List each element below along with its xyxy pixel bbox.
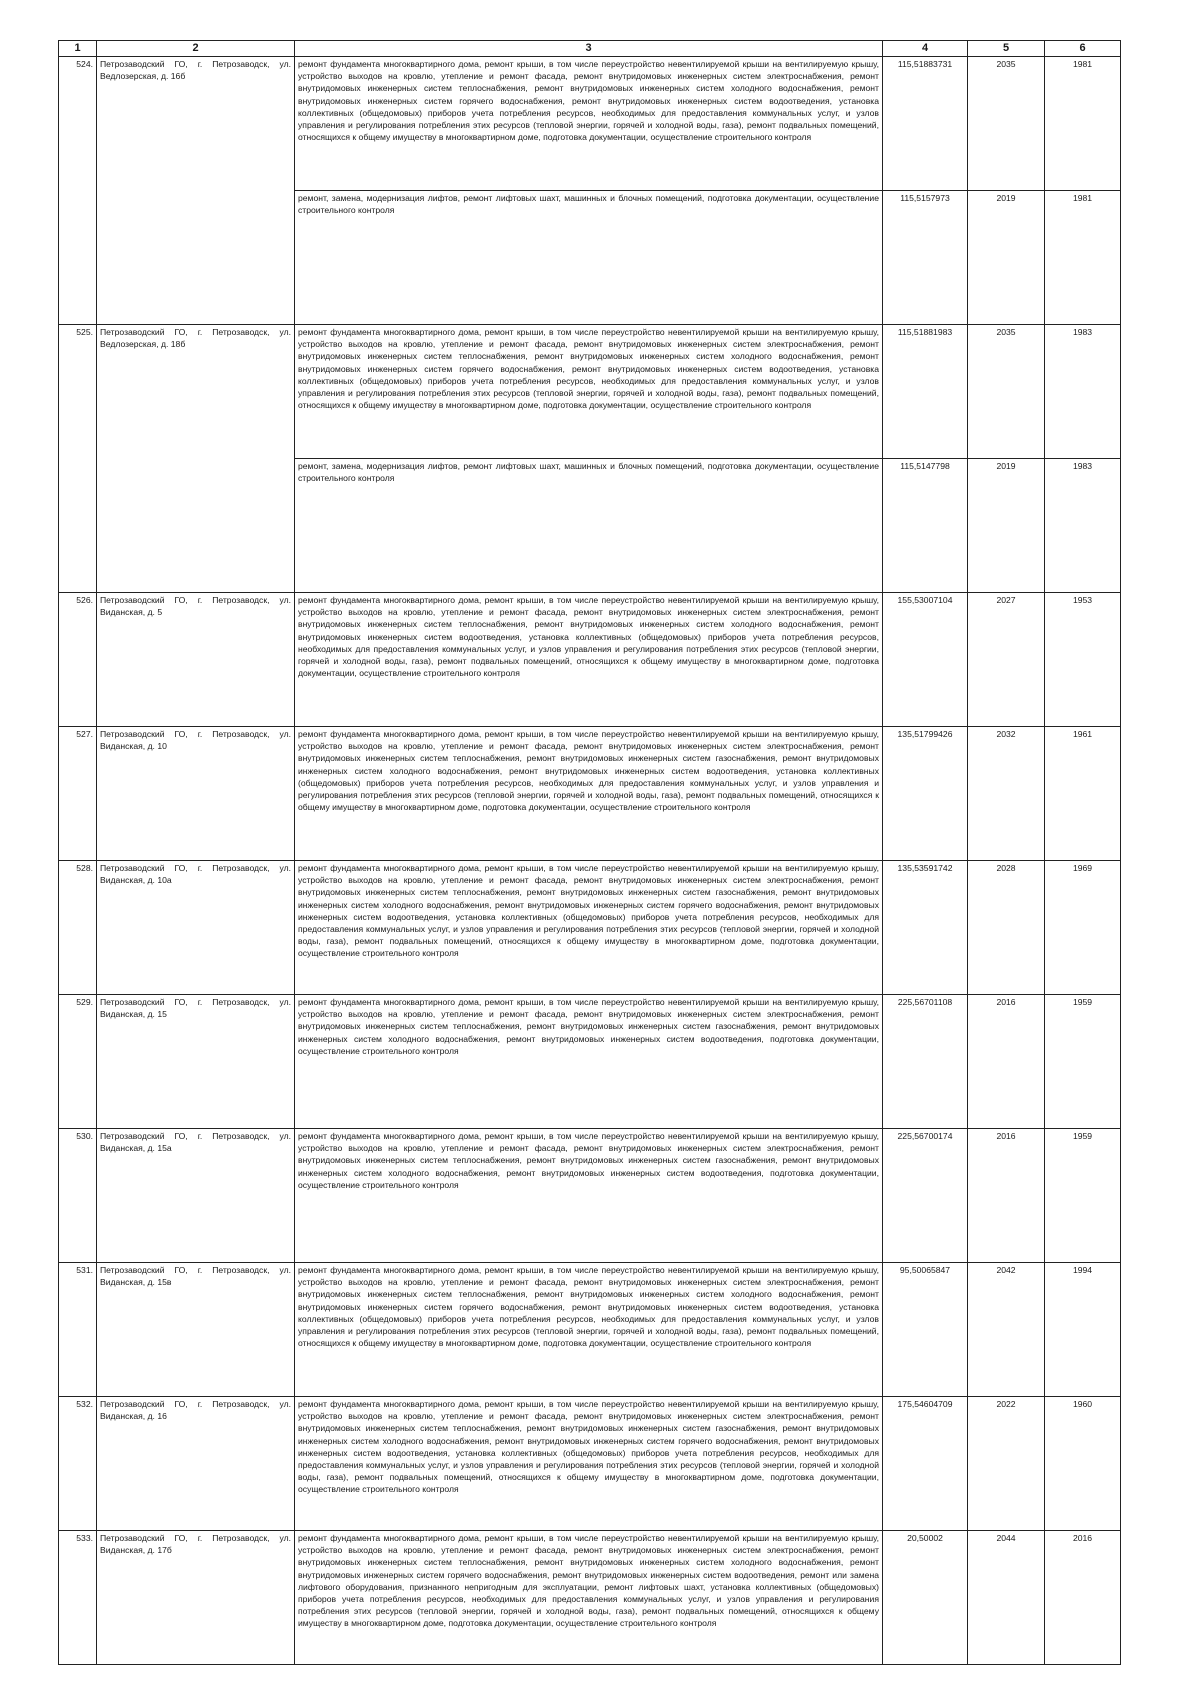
work-description-cell: ремонт фундамента многоквартирного дома, ремонт крыши, в том числе переустройство невентилируемой крыши на вентилируемую крышу, устройство выходов на кровлю, утепление и ремонт фасада, ремонт внутридомовых инженерных систем электроснабжения, ремонт внутридомовых инженерных систем теплоснабжения, ремонт внутридомовых инженерных систем холодного водоснабжения, ремонт внутридомовых инженерных систем горячего водоснабжения, ремонт внутридомовых инженерных систем водоотведения, установка коллективных (общедомовых) приборов учета потребления ресурсов, необходимых для предоставления коммунальных услуг, и узлов управления и регулирования потребления этих ресурсов (тепловой энергии, горячей и холодной воды, газа), ремонт подвальных помещений, относящихся к общему имуществу в многоквартирном доме, подготовка документации, осуществление строительного контроля <box>295 1263 883 1397</box>
address-cell: Петрозаводский ГО, г. Петрозаводск, ул. Виданская, д. 10 <box>97 727 295 861</box>
build-year-cell: 2016 <box>1045 1531 1121 1665</box>
work-description-cell: ремонт фундамента многоквартирного дома, ремонт крыши, в том числе переустройство невентилируемой крыши на вентилируемую крышу, устройство выходов на кровлю, утепление и ремонт фасада, ремонт внутридомовых инженерных систем электроснабжения, ремонт внутридомовых инженерных систем теплоснабжения, ремонт внутридомовых инженерных систем холодного водоснабжения, ремонт внутридомовых инженерных систем горячего водоснабжения, ремонт внутридомовых инженерных систем водоотведения, ремонт или замена лифтового оборудования, признанного непригодным для эксплуатации, ремонт лифтовых шахт, установка коллективных (общедомовых) приборов учета потребления ресурсов, необходимых для предоставления коммунальных услуг, и узлов управления и регулирования потребления этих ресурсов (тепловой энергии, горячей и холодной воды, газа), ремонт подвальных помещений, относящихся к общему имуществу в многоквартирном доме, подготовка документации, осуществление строительного контроля <box>295 1531 883 1665</box>
build-year-cell: 1994 <box>1045 1263 1121 1397</box>
row-number: 528. <box>59 861 97 995</box>
table-row <box>59 1397 1121 1531</box>
cost-value-cell: 115,51881983 <box>883 325 968 459</box>
address-cell: Петрозаводский ГО, г. Петрозаводск, ул. Виданская, д. 15в <box>97 1263 295 1397</box>
work-description-cell: ремонт, замена, модернизация лифтов, ремонт лифтовых шахт, машинных и блочных помещений, подготовка документации, осуществление строительного контроля <box>295 191 883 325</box>
build-year-cell: 1961 <box>1045 727 1121 861</box>
table-row <box>59 57 1121 191</box>
cost-value-cell: 20,50002 <box>883 1531 968 1665</box>
cost-value-cell: 115,5147798 <box>883 459 968 593</box>
column-header-5: 5 <box>968 41 1045 57</box>
work-description-cell: ремонт, замена, модернизация лифтов, ремонт лифтовых шахт, машинных и блочных помещений, подготовка документации, осуществление строительного контроля <box>295 459 883 593</box>
planned-year-cell: 2028 <box>968 861 1045 995</box>
row-number: 524. <box>59 57 97 325</box>
planned-year-cell: 2027 <box>968 593 1045 727</box>
table-row <box>59 1263 1121 1397</box>
work-description-cell: ремонт фундамента многоквартирного дома, ремонт крыши, в том числе переустройство невентилируемой крыши на вентилируемую крышу, устройство выходов на кровлю, утепление и ремонт фасада, ремонт внутридомовых инженерных систем электроснабжения, ремонт внутридомовых инженерных систем теплоснабжения, ремонт внутридомовых инженерных систем газоснабжения, ремонт внутридомовых инженерных систем холодного водоснабжения, ремонт внутридомовых инженерных систем горячего водоснабжения, ремонт внутридомовых инженерных систем водоотведения, установка коллективных (общедомовых) приборов учета потребления ресурсов, необходимых для предоставления коммунальных услуг, и узлов управления и регулирования потребления этих ресурсов (тепловой энергии, горячей и холодной воды, газа), ремонт подвальных помещений, относящихся к общему имуществу в многоквартирном доме, подготовка документации, осуществление строительного контроля <box>295 861 883 995</box>
work-description-cell: ремонт фундамента многоквартирного дома, ремонт крыши, в том числе переустройство невентилируемой крыши на вентилируемую крышу, устройство выходов на кровлю, утепление и ремонт фасада, ремонт внутридомовых инженерных систем электроснабжения, ремонт внутридомовых инженерных систем теплоснабжения, ремонт внутридомовых инженерных систем газоснабжения, ремонт внутридомовых инженерных систем холодного водоснабжения, ремонт внутридомовых инженерных систем водоотведения, подготовка документации, осуществление строительного контроля <box>295 995 883 1129</box>
address-cell: Петрозаводский ГО, г. Петрозаводск, ул. Виданская, д. 17б <box>97 1531 295 1665</box>
address-cell: Петрозаводский ГО, г. Петрозаводск, ул. Виданская, д. 15 <box>97 995 295 1129</box>
address-cell: Петрозаводский ГО, г. Петрозаводск, ул. Ведлозерская, д. 16б <box>97 57 295 325</box>
address-cell: Петрозаводский ГО, г. Петрозаводск, ул. Виданская, д. 10а <box>97 861 295 995</box>
cost-value-cell: 115,51883731 <box>883 57 968 191</box>
table-body <box>59 57 1121 1665</box>
row-number: 532. <box>59 1397 97 1531</box>
address-cell: Петрозаводский ГО, г. Петрозаводск, ул. Виданская, д. 5 <box>97 593 295 727</box>
cost-value-cell: 135,51799426 <box>883 727 968 861</box>
row-number: 526. <box>59 593 97 727</box>
cost-value-cell: 225,56701108 <box>883 995 968 1129</box>
table-row <box>59 995 1121 1129</box>
row-number: 531. <box>59 1263 97 1397</box>
table-row <box>59 1531 1121 1665</box>
column-header-6: 6 <box>1045 41 1121 57</box>
row-number: 530. <box>59 1129 97 1263</box>
build-year-cell: 1969 <box>1045 861 1121 995</box>
row-number: 533. <box>59 1531 97 1665</box>
row-number: 527. <box>59 727 97 861</box>
build-year-cell: 1983 <box>1045 459 1121 593</box>
column-header-4: 4 <box>883 41 968 57</box>
planned-year-cell: 2035 <box>968 325 1045 459</box>
table-row <box>59 593 1121 727</box>
header-row <box>59 41 1121 57</box>
column-header-3: 3 <box>295 41 883 57</box>
table-row <box>59 861 1121 995</box>
planned-year-cell: 2035 <box>968 57 1045 191</box>
address-cell: Петрозаводский ГО, г. Петрозаводск, ул. Виданская, д. 16 <box>97 1397 295 1531</box>
work-description-cell: ремонт фундамента многоквартирного дома, ремонт крыши, в том числе переустройство невентилируемой крыши на вентилируемую крышу, устройство выходов на кровлю, утепление и ремонт фасада, ремонт внутридомовых инженерных систем электроснабжения, ремонт внутридомовых инженерных систем теплоснабжения, ремонт внутридомовых инженерных систем холодного водоснабжения, ремонт внутридомовых инженерных систем водоотведения, установка коллективных (общедомовых) приборов учета потребления ресурсов, необходимых для предоставления коммунальных услуг, и узлов управления и регулирования потребления этих ресурсов (тепловой энергии, горячей и холодной воды, газа), ремонт подвальных помещений, относящихся к общему имуществу в многоквартирном доме, подготовка документации, осуществление строительного контроля <box>295 593 883 727</box>
planned-year-cell: 2016 <box>968 1129 1045 1263</box>
planned-year-cell: 2016 <box>968 995 1045 1129</box>
column-header-1: 1 <box>59 41 97 57</box>
capital-repair-table <box>58 40 1121 1665</box>
build-year-cell: 1959 <box>1045 995 1121 1129</box>
build-year-cell: 1981 <box>1045 191 1121 325</box>
planned-year-cell: 2032 <box>968 727 1045 861</box>
address-cell: Петрозаводский ГО, г. Петрозаводск, ул. Ведлозерская, д. 18б <box>97 325 295 593</box>
table-row <box>59 325 1121 459</box>
planned-year-cell: 2022 <box>968 1397 1045 1531</box>
table-row <box>59 1129 1121 1263</box>
build-year-cell: 1960 <box>1045 1397 1121 1531</box>
cost-value-cell: 95,50065847 <box>883 1263 968 1397</box>
work-description-cell: ремонт фундамента многоквартирного дома, ремонт крыши, в том числе переустройство невентилируемой крыши на вентилируемую крышу, устройство выходов на кровлю, утепление и ремонт фасада, ремонт внутридомовых инженерных систем электроснабжения, ремонт внутридомовых инженерных систем теплоснабжения, ремонт внутридомовых инженерных систем газоснабжения, ремонт внутридомовых инженерных систем холодного водоснабжения, ремонт внутридомовых инженерных систем горячего водоснабжения, ремонт внутридомовых инженерных систем водоотведения, установка коллективных (общедомовых) приборов учета потребления ресурсов, необходимых для предоставления коммунальных услуг, и узлов управления и регулирования потребления этих ресурсов (тепловой энергии, горячей и холодной воды, газа), ремонт подвальных помещений, относящихся к общему имуществу в многоквартирном доме, подготовка документации, осуществление строительного контроля <box>295 1397 883 1531</box>
planned-year-cell: 2019 <box>968 191 1045 325</box>
build-year-cell: 1959 <box>1045 1129 1121 1263</box>
row-number: 525. <box>59 325 97 593</box>
cost-value-cell: 175,54604709 <box>883 1397 968 1531</box>
work-description-cell: ремонт фундамента многоквартирного дома, ремонт крыши, в том числе переустройство невентилируемой крыши на вентилируемую крышу, устройство выходов на кровлю, утепление и ремонт фасада, ремонт внутридомовых инженерных систем электроснабжения, ремонт внутридомовых инженерных систем теплоснабжения, ремонт внутридомовых инженерных систем холодного водоснабжения, ремонт внутридомовых инженерных систем горячего водоснабжения, ремонт внутридомовых инженерных систем водоотведения, установка коллективных (общедомовых) приборов учета потребления ресурсов, необходимых для предоставления коммунальных услуг, и узлов управления и регулирования потребления этих ресурсов (тепловой энергии, горячей и холодной воды, газа), ремонт подвальных помещений, относящихся к общему имуществу в многоквартирном доме, подготовка документации, осуществление строительного контроля <box>295 57 883 191</box>
build-year-cell: 1953 <box>1045 593 1121 727</box>
build-year-cell: 1983 <box>1045 325 1121 459</box>
address-cell: Петрозаводский ГО, г. Петрозаводск, ул. Виданская, д. 15а <box>97 1129 295 1263</box>
cost-value-cell: 155,53007104 <box>883 593 968 727</box>
work-description-cell: ремонт фундамента многоквартирного дома, ремонт крыши, в том числе переустройство невентилируемой крыши на вентилируемую крышу, устройство выходов на кровлю, утепление и ремонт фасада, ремонт внутридомовых инженерных систем электроснабжения, ремонт внутридомовых инженерных систем теплоснабжения, ремонт внутридомовых инженерных систем газоснабжения, ремонт внутридомовых инженерных систем холодного водоснабжения, ремонт внутридомовых инженерных систем водоотведения, подготовка документации, осуществление строительного контроля <box>295 1129 883 1263</box>
cost-value-cell: 115,5157973 <box>883 191 968 325</box>
planned-year-cell: 2042 <box>968 1263 1045 1397</box>
work-description-cell: ремонт фундамента многоквартирного дома, ремонт крыши, в том числе переустройство невентилируемой крыши на вентилируемую крышу, устройство выходов на кровлю, утепление и ремонт фасада, ремонт внутридомовых инженерных систем электроснабжения, ремонт внутридомовых инженерных систем теплоснабжения, ремонт внутридомовых инженерных систем газоснабжения, ремонт внутридомовых инженерных систем холодного водоснабжения, ремонт внутридомовых инженерных систем водоотведения, установка коллективных (общедомовых) приборов учета потребления ресурсов, необходимых для предоставления коммунальных услуг, и узлов управления и регулирования потребления этих ресурсов (тепловой энергии, горячей и холодной воды, газа), ремонт подвальных помещений, относящихся к общему имуществу в многоквартирном доме, подготовка документации, осуществление строительного контроля <box>295 727 883 861</box>
planned-year-cell: 2019 <box>968 459 1045 593</box>
build-year-cell: 1981 <box>1045 57 1121 191</box>
work-description-cell: ремонт фундамента многоквартирного дома, ремонт крыши, в том числе переустройство невентилируемой крыши на вентилируемую крышу, устройство выходов на кровлю, утепление и ремонт фасада, ремонт внутридомовых инженерных систем электроснабжения, ремонт внутридомовых инженерных систем теплоснабжения, ремонт внутридомовых инженерных систем холодного водоснабжения, ремонт внутридомовых инженерных систем горячего водоснабжения, ремонт внутридомовых инженерных систем водоотведения, установка коллективных (общедомовых) приборов учета потребления ресурсов, необходимых для предоставления коммунальных услуг, и узлов управления и регулирования потребления этих ресурсов (тепловой энергии, горячей и холодной воды, газа), ремонт подвальных помещений, относящихся к общему имуществу в многоквартирном доме, подготовка документации, осуществление строительного контроля <box>295 325 883 459</box>
row-number: 529. <box>59 995 97 1129</box>
column-header-2: 2 <box>97 41 295 57</box>
planned-year-cell: 2044 <box>968 1531 1045 1665</box>
cost-value-cell: 225,56700174 <box>883 1129 968 1263</box>
cost-value-cell: 135,53591742 <box>883 861 968 995</box>
table-row <box>59 727 1121 861</box>
